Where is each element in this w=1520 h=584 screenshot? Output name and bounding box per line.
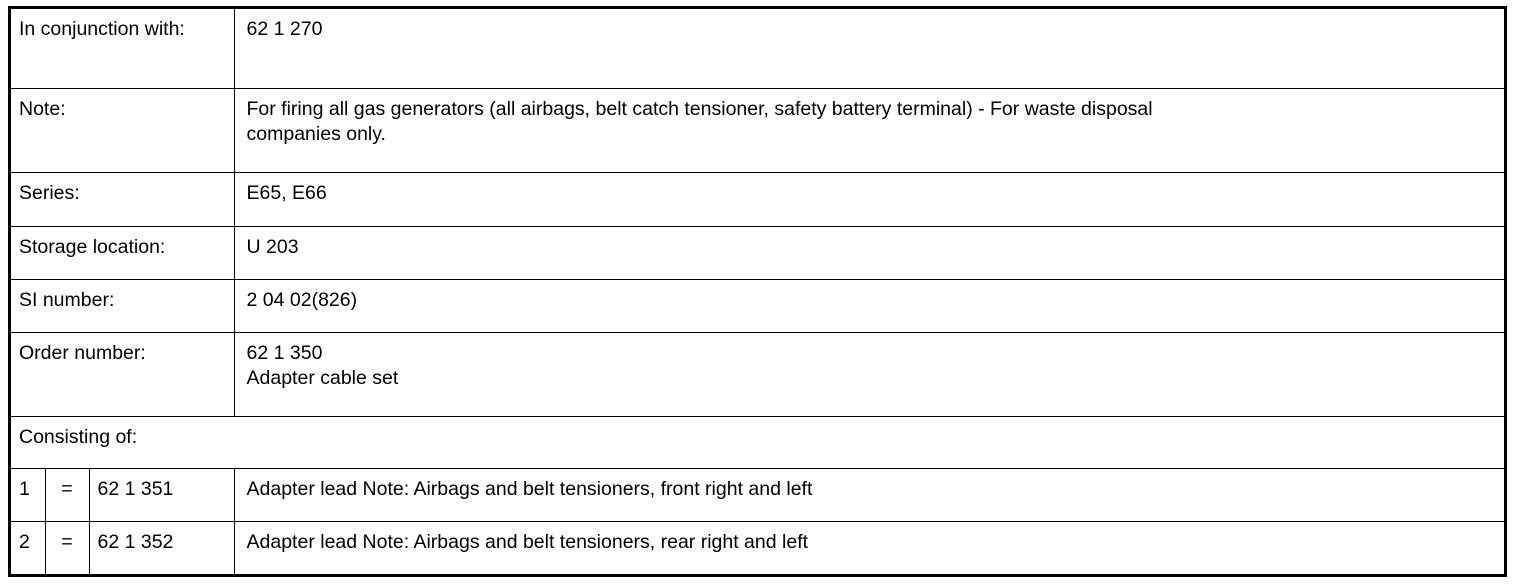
row-note [11,88,1504,172]
special-tool-spec-sheet [8,6,1507,577]
spec-table [11,9,1504,574]
value-line: For firing all gas generators (all airbags, belt catch tensioner, safety battery terminal) - For waste disposal [246,97,1153,120]
item-row [11,468,1504,521]
row-series [11,172,1504,226]
item-equals-sign: = [45,521,89,574]
label-storage-location: Storage location: [11,226,234,279]
value-line: Adapter cable set [246,366,399,389]
label-si-number: SI number: [11,279,234,332]
row-storage-location [11,226,1504,279]
row-si-number [11,279,1504,332]
item-equals-sign: = [45,468,89,521]
value-line: 62 1 350 [246,341,323,364]
label-order-number: Order number: [11,332,234,416]
label-series: Series: [11,172,234,226]
label-consisting-of: Consisting of: [11,416,1504,468]
row-order-number [11,332,1504,416]
item-index: 2 [11,521,45,574]
item-part-number: 62 1 352 [89,521,234,574]
item-part-number: 62 1 351 [89,468,234,521]
value-storage-location [234,226,1504,279]
value-order-number [234,332,1504,416]
item-description: Adapter lead Note: Airbags and belt tensioners, rear right and left [234,521,1504,574]
value-line: companies only. [246,122,386,145]
value-line: U 203 [246,235,299,258]
value-si-number [234,279,1504,332]
value-line: 62 1 270 [246,18,323,40]
row-consisting-of [11,416,1504,468]
value-in-conjunction-with [234,9,1504,88]
item-row [11,521,1504,574]
value-line: E65, E66 [246,181,327,204]
label-in-conjunction-with: In conjunction with: [11,9,234,88]
item-index: 1 [11,468,45,521]
item-description: Adapter lead Note: Airbags and belt tensioners, front right and left [234,468,1504,521]
row-in-conjunction-with [11,9,1504,88]
label-note: Note: [11,88,234,172]
value-series [234,172,1504,226]
value-line: 2 04 02(826) [246,288,358,311]
value-note [234,88,1504,172]
